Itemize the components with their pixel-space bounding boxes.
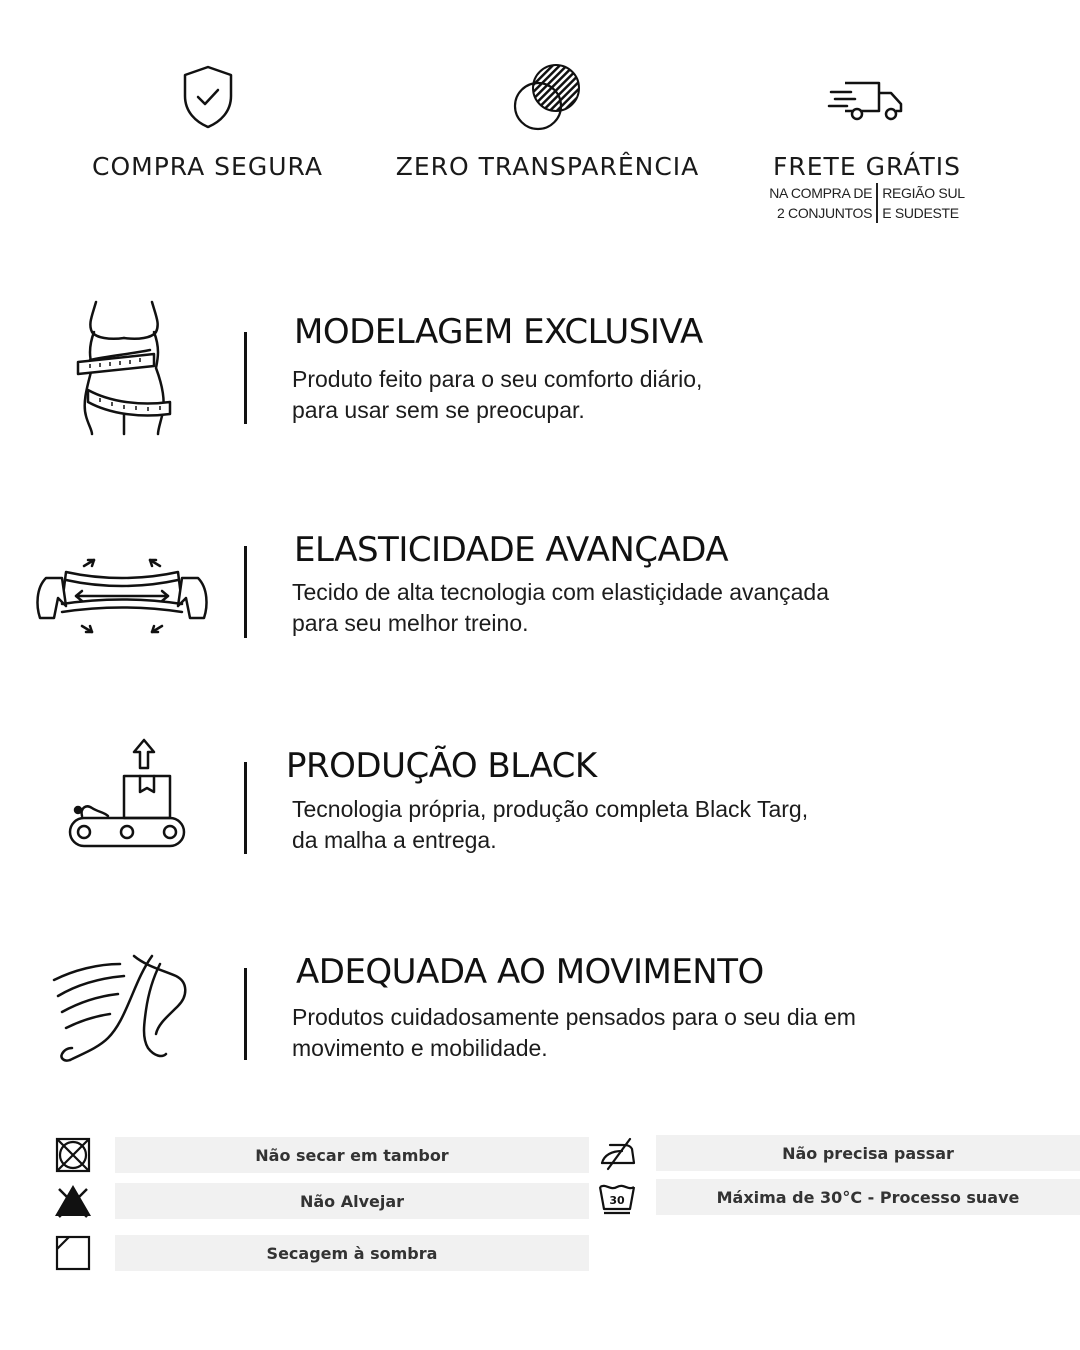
wash-temperature: 30 xyxy=(609,1194,625,1207)
stretching-fabric-icon xyxy=(32,558,212,658)
condition-line: REGIÃO SUL xyxy=(882,185,965,201)
feature-description-line: Produto feito para o seu comforto diário, xyxy=(292,366,703,392)
feature-description-line: para usar sem se preocupar. xyxy=(292,397,585,423)
overlapping-circles-icon xyxy=(512,62,584,132)
feature-title: ADEQUADA AO MOVIMENTO xyxy=(296,952,764,992)
feature-description-line: Tecnologia própria, produção completa Black Targ, xyxy=(292,796,809,822)
feature-description-line: Tecido de alta tecnologia com elastiçidade avançada xyxy=(292,579,830,605)
care-label: Máxima de 30°C - Processo suave xyxy=(656,1179,1080,1215)
feature-advanced-elasticity xyxy=(0,530,1080,650)
condition-line: E SUDESTE xyxy=(882,205,959,221)
divider-line xyxy=(244,546,247,638)
dry-in-shade-icon xyxy=(55,1235,91,1271)
feature-description-line: para seu melhor treino. xyxy=(292,610,529,636)
care-label: Não secar em tambor xyxy=(115,1137,589,1173)
conveyor-box-icon xyxy=(64,738,194,853)
condition-line: 2 CONJUNTOS xyxy=(776,205,873,221)
no-tumble-dry-icon xyxy=(55,1137,91,1173)
badge-title: ZERO TRANSPARÊNCIA xyxy=(395,152,700,181)
badge-secure-purchase xyxy=(80,64,335,181)
feature-black-production xyxy=(0,738,1080,858)
condition-purchase xyxy=(769,183,878,223)
feature-title: ELASTICIDADE AVANÇADA xyxy=(294,530,729,570)
feature-title: PRODUÇÃO BLACK xyxy=(286,746,597,786)
no-bleach-icon xyxy=(53,1183,93,1219)
divider-line xyxy=(244,968,247,1060)
feature-description-line: Produtos cuidadosamente pensados para o seu dia em xyxy=(292,1004,856,1030)
badge-free-shipping xyxy=(752,78,982,223)
condition-region xyxy=(878,183,965,223)
feature-description-line: movimento e mobilidade. xyxy=(292,1035,548,1061)
waist-measuring-tape-icon xyxy=(70,298,180,438)
no-iron-icon xyxy=(598,1137,638,1171)
feature-title: MODELAGEM EXCLUSIVA xyxy=(294,312,703,352)
badge-title: COMPRA SEGURA xyxy=(92,152,323,181)
feature-movement xyxy=(0,948,1080,1078)
divider-line xyxy=(244,332,247,424)
badge-title: FRETE GRÁTIS xyxy=(773,152,961,181)
condition-line: NA COMPRA DE xyxy=(769,185,873,201)
shield-check-icon xyxy=(180,64,236,130)
running-legs-icon xyxy=(52,950,192,1075)
care-label: Não Alvejar xyxy=(115,1183,589,1219)
delivery-truck-icon xyxy=(827,78,907,124)
feature-exclusive-modeling xyxy=(0,298,1080,438)
free-shipping-conditions xyxy=(752,183,982,223)
divider-line xyxy=(244,762,247,854)
wash-30-icon xyxy=(598,1181,636,1215)
care-label: Não precisa passar xyxy=(656,1135,1080,1171)
care-label: Secagem à sombra xyxy=(115,1235,589,1271)
feature-description-line: da malha a entrega. xyxy=(292,827,497,853)
badge-zero-transparency xyxy=(395,62,700,181)
